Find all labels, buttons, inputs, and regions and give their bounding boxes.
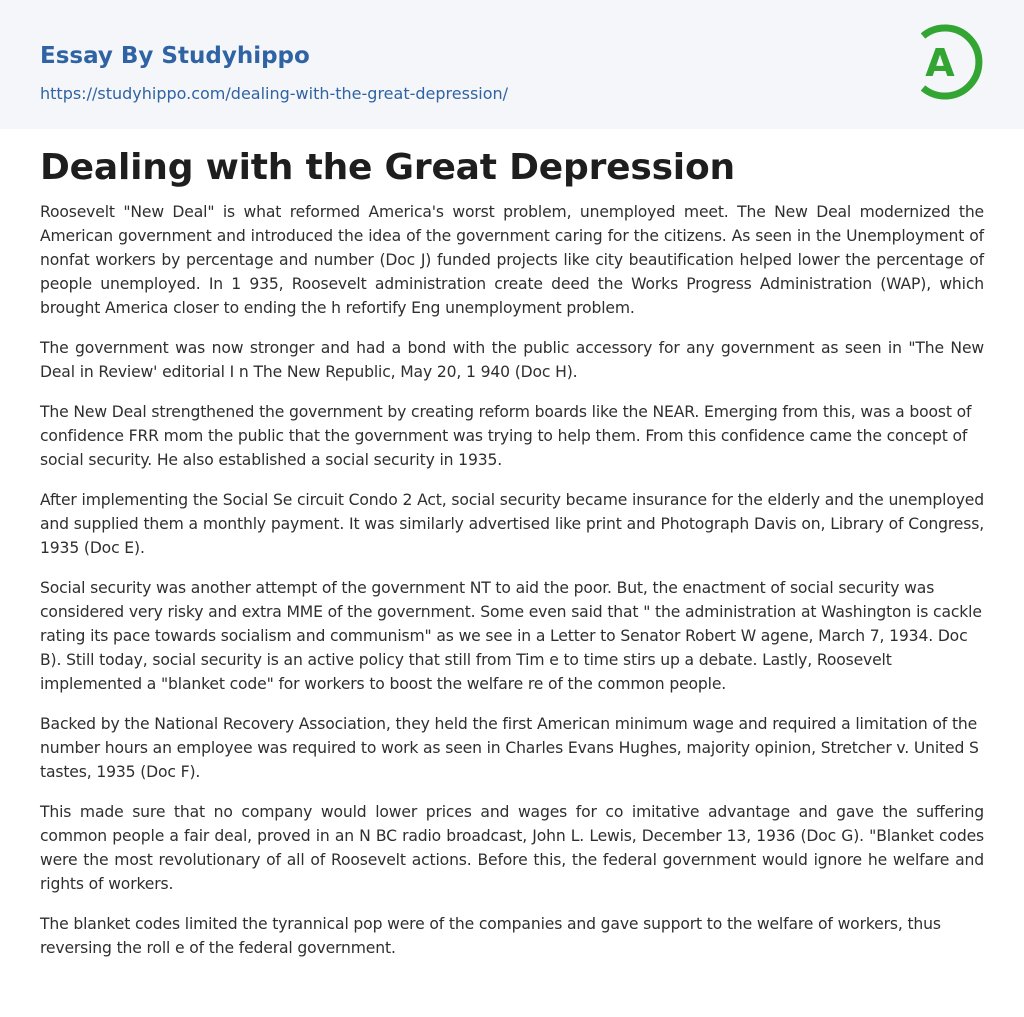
paragraph-4: After implementing the Social Se circuit Condo 2 Act, social security became insurance for the elderly and the unemployed and supplied them a monthly payment. It was similarly advertised like print and Photograph Davis on, Library of Congress, 1935 (Doc E). [40,491,984,557]
source-url-link[interactable]: https://studyhippo.com/dealing-with-the-great-depression/ [40,84,509,103]
site-header [0,0,1024,129]
brand-title: Essay By Studyhippo [40,43,310,69]
essay-body [40,200,984,976]
paragraph-3: The New Deal strengthened the government by creating reform boards like the NEAR. Emerging from this, was a boost of confidence FRR mom the public that the government was trying to help them. From this confidence came the concept of social security. He also established a social security in 1935. [40,403,972,469]
paragraph-7: This made sure that no company would lower prices and wages for co imitative advantage and gave the suffering common people a fair deal, proved in an N BC radio broadcast, John L. Lewis, December 13, 1936 (Doc G). "Blanket codes were the most revolutionary of all of Roosevelt actions. Before this, the federal government would ignore he welfare and rights of workers. [40,803,984,893]
paragraph-6: Backed by the National Recovery Association, they held the first American minimum wage and required a limitation of the number hours an employee was required to work as seen in Charles Evans Hughes, majority opinion, Stretcher v. United S tastes, 1935 (Doc F). [40,715,979,781]
paragraph-5: Social security was another attempt of the government NT to aid the poor. But, the enactment of social security was considered very risky and extra MME of the government. Some even said that " the administration at Washington is cackle rating its pace towards socialism and communism" as we see in a Letter to Senator Robert W agene, March 7, 1934. Doc B). Still today, social security is an active policy that still from Tim e to time stirs up a debate. Lastly, Roosevelt implemented a "blanket code" for workers to boost the welfare re of the common people. [40,579,982,693]
page-title: Dealing with the Great Depression [40,147,735,188]
logo-letter: A [925,41,955,85]
paragraph-2: The government was now stronger and had a bond with the public accessory for any government as seen in "The New Deal in Review' editorial I n The New Republic, May 20, 1 940 (Doc H). [40,339,984,381]
studyhippo-logo-icon[interactable] [910,18,988,106]
paragraph-8: The blanket codes limited the tyrannical pop were of the companies and gave support to the welfare of workers, thus reversing the roll e of the federal government. [40,915,941,957]
paragraph-1: Roosevelt "New Deal" is what reformed America's worst problem, unemployed meet. The New Deal modernized the American government and introduced the idea of the government caring for the citizens. As seen in the Unemployment of nonfat workers by percentage and number (Doc J) funded projects like city beautification helped lower the percentage of people unemployed. In 1 935, Roosevelt administration create deed the Works Progress Administration (WAP), which brought America closer to ending the h refortify Eng unemployment problem. [40,203,984,317]
